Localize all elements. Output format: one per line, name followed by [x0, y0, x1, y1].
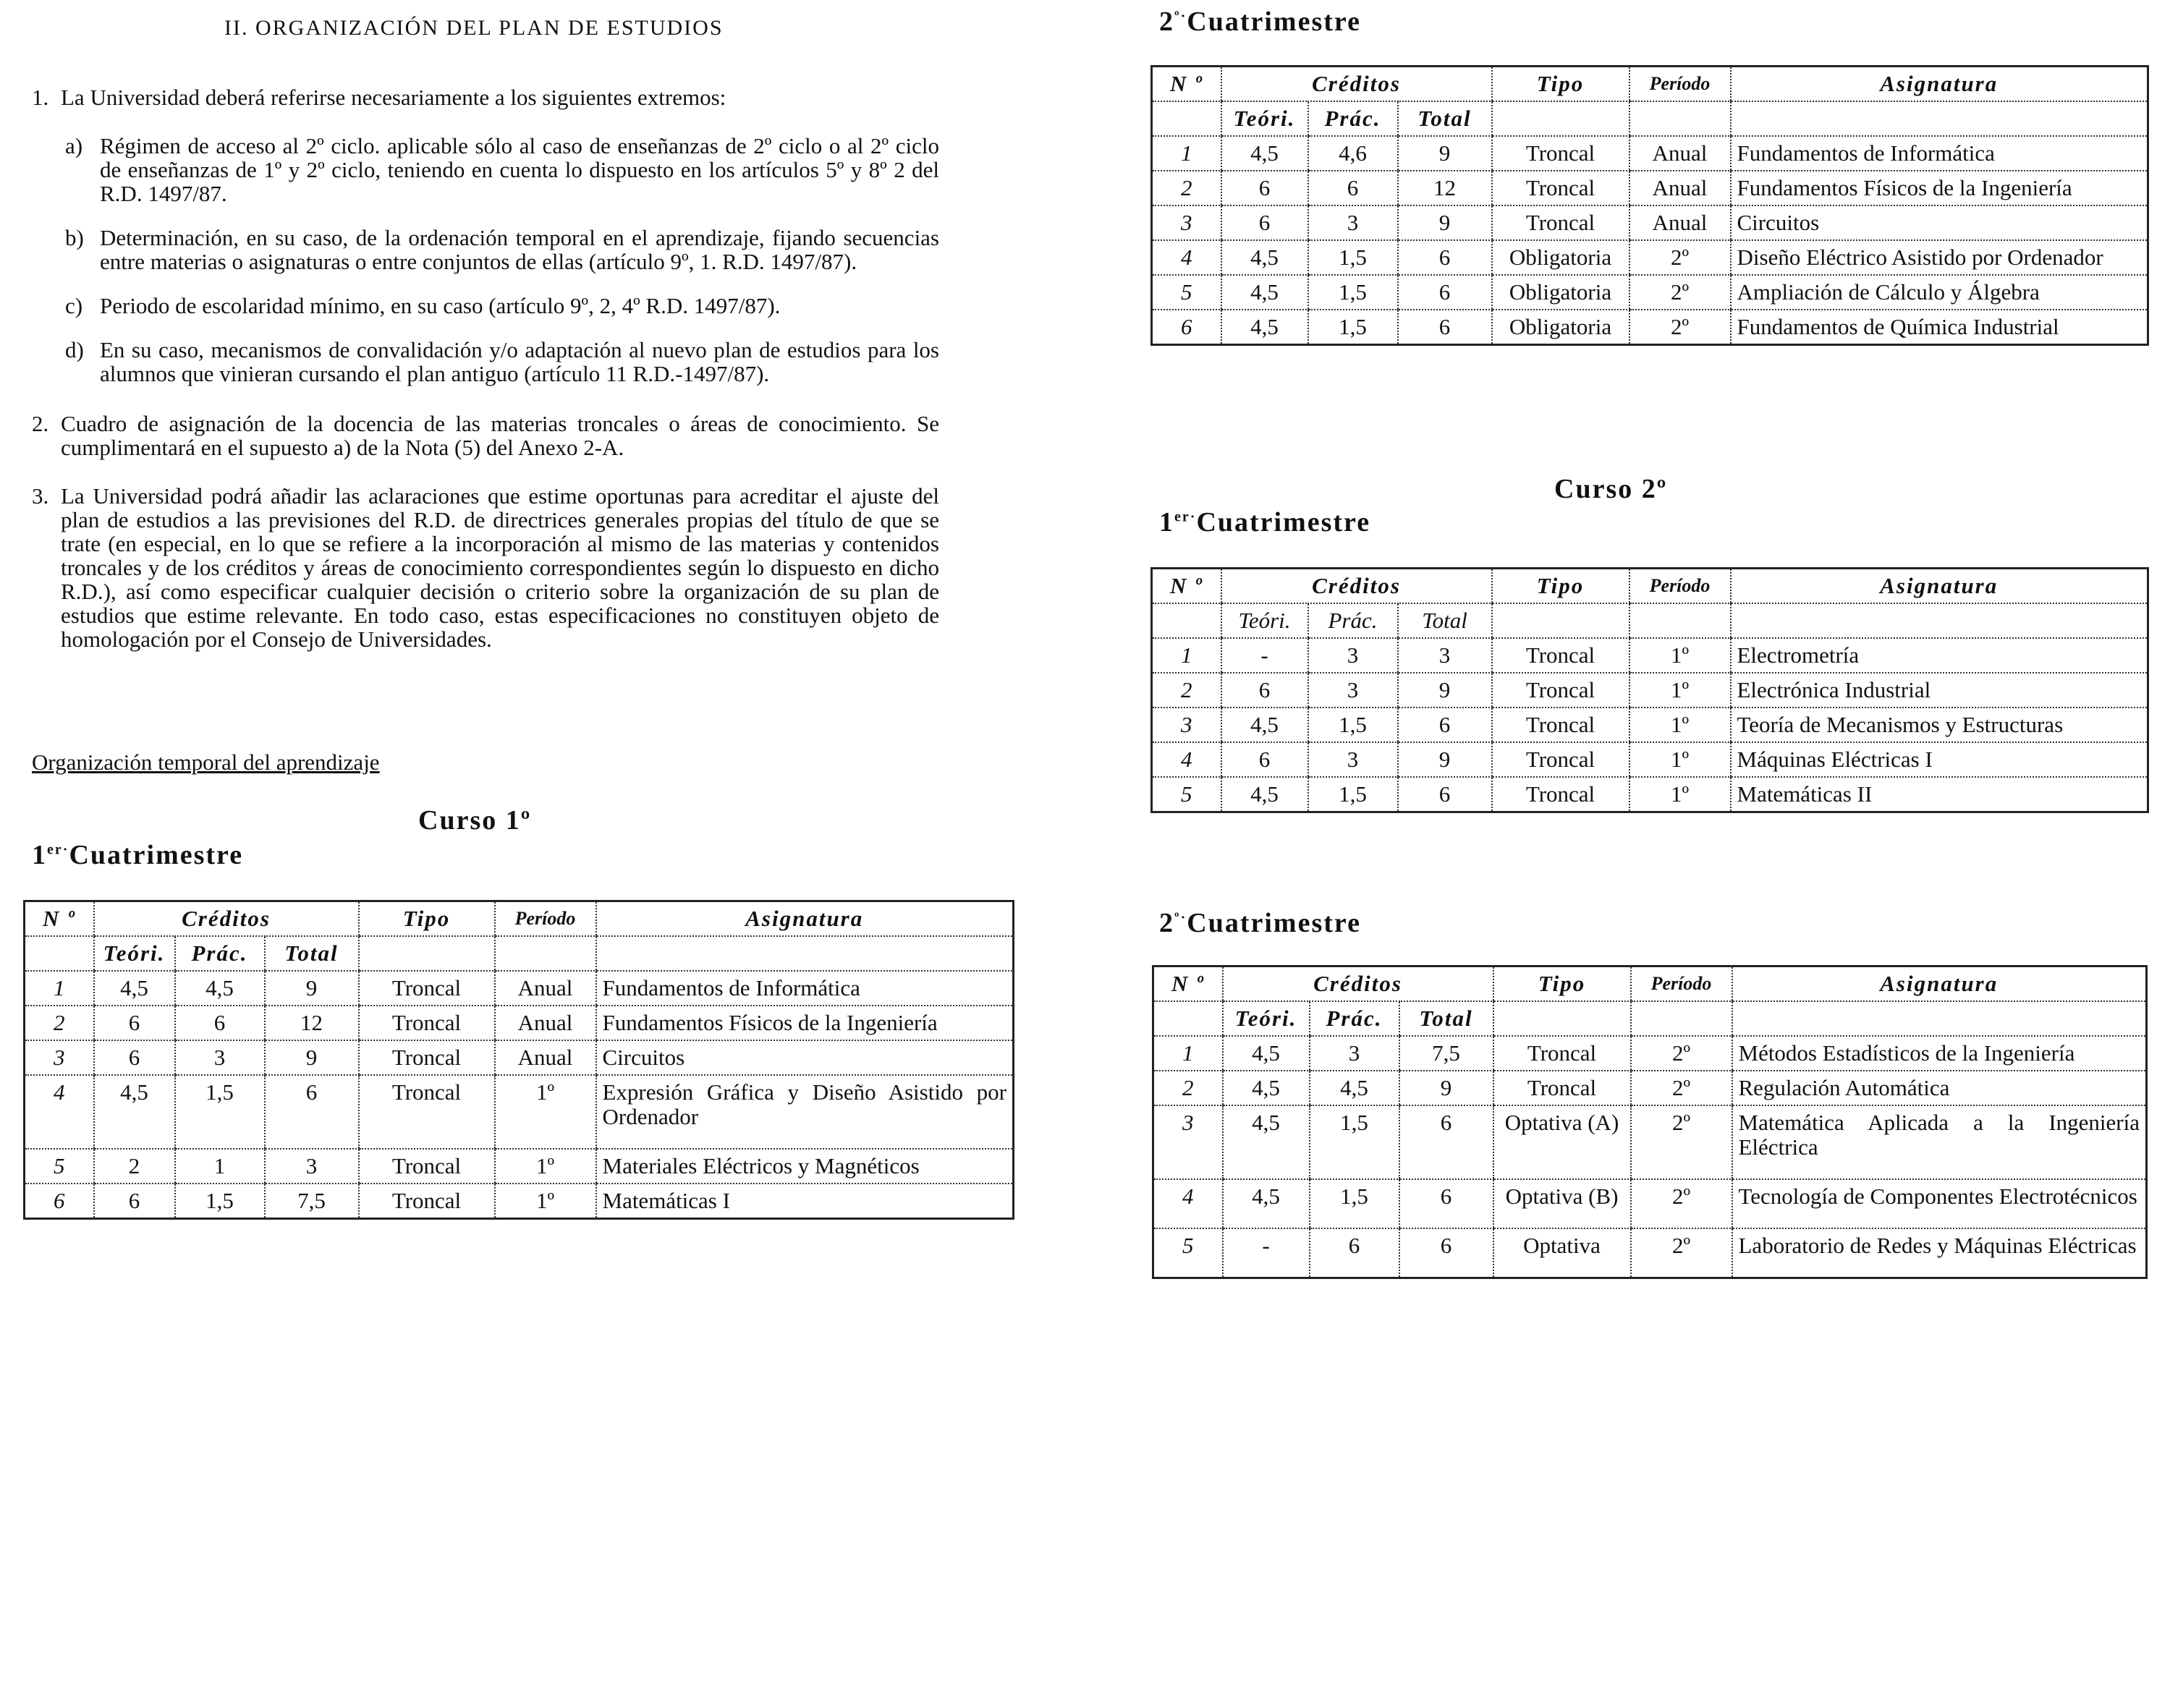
cell-n: 1	[1152, 136, 1221, 171]
header-blank	[1731, 101, 2148, 136]
cell-periodo: 2º	[1631, 1071, 1732, 1105]
cell-prac: 4,5	[175, 971, 265, 1006]
cell-teori: 4,5	[94, 1075, 175, 1149]
cell-asignatura: Teoría de Mecanismos y Estructuras	[1731, 708, 2148, 742]
cell-asignatura: Máquinas Eléctricas I	[1731, 742, 2148, 777]
header-asignatura: Asignatura	[596, 901, 1014, 937]
cuatri-label: Cuatrimestre	[69, 840, 244, 870]
cell-asignatura: Matemáticas I	[596, 1184, 1014, 1219]
cell-teori: 4,5	[1223, 1105, 1310, 1179]
sub-letter: a)	[65, 133, 83, 158]
cell-n: 3	[25, 1040, 94, 1075]
header-creditos: Créditos	[94, 901, 359, 937]
cell-tipo: Troncal	[359, 1075, 495, 1149]
cell-total: 3	[265, 1149, 359, 1184]
table-row	[25, 971, 1014, 1006]
cell-tipo: Troncal	[1492, 638, 1629, 673]
cell-teori: -	[1223, 1228, 1310, 1278]
cell-tipo: Troncal	[1492, 136, 1629, 171]
sub-items	[27, 134, 939, 386]
cell-periodo: 1º	[1629, 708, 1731, 742]
header-blank	[1152, 101, 1221, 136]
table-row	[25, 1149, 1014, 1184]
subheader-row	[1152, 101, 2148, 136]
sub-item-c	[27, 294, 939, 318]
sub-item-d	[27, 338, 939, 386]
cuatri-label: Cuatrimestre	[1187, 908, 1361, 938]
cell-total: 6	[1398, 275, 1492, 310]
cell-prac: 3	[1308, 742, 1398, 777]
cell-asignatura: Circuitos	[1731, 205, 2148, 240]
item-text: Cuadro de asignación de la docencia de las materias troncales o áreas de conocimiento. Se cumplimentará en el supuesto a) de la Nota (5) del Anexo 2-A.	[61, 411, 939, 460]
cell-prac: 4,6	[1308, 136, 1398, 171]
cell-prac: 3	[1310, 1036, 1399, 1071]
header-prac: Prác.	[1310, 1001, 1399, 1036]
cuatri-sup: º·	[1174, 8, 1187, 25]
table-row	[1153, 1071, 2147, 1105]
cell-total: 9	[1398, 673, 1492, 708]
cell-total: 6	[1398, 708, 1492, 742]
header-periodo: Período	[495, 901, 596, 937]
table-row	[1153, 1036, 2147, 1071]
table-row	[1152, 673, 2148, 708]
cell-tipo: Optativa (A)	[1493, 1105, 1631, 1179]
cell-n: 5	[1152, 777, 1221, 812]
cell-prac: 1	[175, 1149, 265, 1184]
header-prac: Prác.	[1308, 603, 1398, 638]
header-tipo: Tipo	[359, 901, 495, 937]
cell-n: 5	[1152, 275, 1221, 310]
cell-periodo: Anual	[1629, 136, 1731, 171]
cell-teori: 6	[1221, 171, 1308, 205]
cuatri-num: 1	[1159, 507, 1174, 538]
cell-n: 6	[25, 1184, 94, 1219]
cell-total: 7,5	[1399, 1036, 1493, 1071]
table-row	[1152, 742, 2148, 777]
header-blank	[1731, 603, 2148, 638]
cell-teori: 4,5	[1221, 310, 1308, 345]
table-row	[1152, 240, 2148, 275]
cell-teori: 6	[94, 1184, 175, 1219]
header-total: Total	[1399, 1001, 1493, 1036]
header-periodo: Período	[1629, 67, 1731, 102]
cell-prac: 3	[1308, 673, 1398, 708]
header-n: N º	[1153, 966, 1223, 1002]
cell-periodo: 2º	[1631, 1036, 1732, 1071]
cuatri-sup: er·	[47, 841, 69, 858]
header-blank	[25, 936, 94, 971]
cell-teori: 4,5	[1223, 1071, 1310, 1105]
subheader-row	[25, 936, 1014, 971]
table-row	[1152, 136, 2148, 171]
cell-teori: 4,5	[1221, 777, 1308, 812]
cuatri-num: 2	[1159, 7, 1174, 37]
cell-prac: 1,5	[1308, 777, 1398, 812]
cuatri-label: Cuatrimestre	[1196, 507, 1371, 538]
cell-total: 6	[1398, 777, 1492, 812]
item-number: 1.	[32, 85, 49, 110]
section-title: II. ORGANIZACIÓN DEL PLAN DE ESTUDIOS	[224, 16, 724, 40]
header-asignatura: Asignatura	[1731, 569, 2148, 604]
cell-prac: 6	[1310, 1228, 1399, 1278]
cell-periodo: Anual	[1629, 171, 1731, 205]
cell-periodo: 1º	[1629, 742, 1731, 777]
cell-tipo: Troncal	[1492, 742, 1629, 777]
curso1-title: Curso 1º	[418, 805, 532, 836]
cell-periodo: Anual	[495, 1040, 596, 1075]
cell-teori: 4,5	[1223, 1179, 1310, 1228]
table-row	[1152, 638, 2148, 673]
cuatri-num: 2	[1159, 908, 1174, 938]
cell-total: 7,5	[265, 1184, 359, 1219]
sub-item-a	[27, 134, 939, 205]
list-item-1	[27, 85, 939, 109]
table-row	[25, 1184, 1014, 1219]
table-row	[1152, 275, 2148, 310]
sub-text: Régimen de acceso al 2º ciclo. aplicable sólo al caso de enseñanzas de 2º ciclo o al 2º ciclo de enseñanzas de 1º y 2º ciclo, teniendo en cuenta lo dispuesto en los artículos 5º y 8º 2 del R.D. 1497/87.	[100, 133, 939, 206]
cell-total: 9	[265, 1040, 359, 1075]
header-teori: Teóri.	[1221, 101, 1308, 136]
header-creditos: Créditos	[1221, 569, 1492, 604]
sub-text: Determinación, en su caso, de la ordenación temporal en el aprendizaje, fijando secuencias entre materias o asignaturas o entre conjuntos de ellas (artículo 9º, 1. R.D. 1497/87).	[100, 225, 939, 274]
cell-total: 6	[1399, 1105, 1493, 1179]
header-n: N º	[1152, 569, 1221, 604]
header-blank	[1492, 603, 1629, 638]
header-tipo: Tipo	[1493, 966, 1631, 1002]
cell-total: 6	[1398, 310, 1492, 345]
cell-total: 9	[1399, 1071, 1493, 1105]
header-row	[1152, 569, 2148, 604]
header-periodo: Período	[1631, 966, 1732, 1002]
header-total: Total	[265, 936, 359, 971]
cell-asignatura: Fundamentos de Informática	[596, 971, 1014, 1006]
list-item-3	[27, 484, 939, 651]
sub-text: En su caso, mecanismos de convalidación y/o adaptación al nuevo plan de estudios para los alumnos que vinieran cursando el plan antiguo (artículo 11 R.D.-1497/87).	[100, 337, 939, 386]
cell-tipo: Obligatoria	[1492, 240, 1629, 275]
cell-teori: -	[1221, 638, 1308, 673]
cell-n: 4	[1153, 1179, 1223, 1228]
cell-total: 12	[265, 1006, 359, 1040]
cell-periodo: 2º	[1629, 240, 1731, 275]
sub-letter: b)	[65, 225, 84, 250]
cell-asignatura: Fundamentos de Química Industrial	[1731, 310, 2148, 345]
org-heading: Organización temporal del aprendizaje	[32, 749, 380, 775]
cell-teori: 6	[94, 1006, 175, 1040]
cell-prac: 6	[175, 1006, 265, 1040]
header-blank	[1493, 1001, 1631, 1036]
header-asignatura: Asignatura	[1731, 67, 2148, 102]
table-row	[25, 1006, 1014, 1040]
cell-prac: 4,5	[1310, 1071, 1399, 1105]
sub-letter: c)	[65, 293, 83, 318]
header-teori: Teóri.	[1221, 603, 1308, 638]
cell-n: 1	[1152, 638, 1221, 673]
cell-total: 6	[1399, 1179, 1493, 1228]
item-number: 3.	[32, 483, 49, 509]
header-periodo: Período	[1629, 569, 1731, 604]
cell-periodo: 1º	[495, 1149, 596, 1184]
cell-total: 6	[1399, 1228, 1493, 1278]
cell-tipo: Troncal	[1492, 673, 1629, 708]
cell-total: 9	[265, 971, 359, 1006]
curso2-c1-heading	[1159, 506, 1370, 538]
table-row	[1152, 777, 2148, 812]
cell-periodo: Anual	[495, 971, 596, 1006]
cell-n: 4	[1152, 742, 1221, 777]
header-n: N º	[1152, 67, 1221, 102]
cell-periodo: 1º	[1629, 673, 1731, 708]
table-row	[1153, 1105, 2147, 1179]
cell-prac: 1,5	[1310, 1105, 1399, 1179]
cell-prac: 1,5	[1308, 275, 1398, 310]
header-creditos: Créditos	[1223, 966, 1493, 1002]
header-n: N º	[25, 901, 94, 937]
item-number: 2.	[32, 411, 49, 436]
header-blank	[596, 936, 1014, 971]
cell-prac: 6	[1308, 171, 1398, 205]
cuatri-num: 1	[32, 840, 47, 870]
cell-tipo: Troncal	[1492, 205, 1629, 240]
cell-tipo: Troncal	[1493, 1036, 1631, 1071]
table-row	[1152, 171, 2148, 205]
cell-prac: 1,5	[1308, 240, 1398, 275]
table-row	[1153, 1179, 2147, 1228]
subheader-row	[1153, 1001, 2147, 1036]
header-blank	[1631, 1001, 1732, 1036]
cell-periodo: 1º	[1629, 638, 1731, 673]
list-item-2	[27, 412, 939, 459]
cell-prac: 1,5	[175, 1184, 265, 1219]
cell-n: 5	[1153, 1228, 1223, 1278]
cell-teori: 4,5	[1221, 240, 1308, 275]
cell-tipo: Troncal	[1492, 777, 1629, 812]
table-row	[25, 1075, 1014, 1149]
header-blank	[359, 936, 495, 971]
cell-asignatura: Electrometría	[1731, 638, 2148, 673]
header-tipo: Tipo	[1492, 569, 1629, 604]
cell-tipo: Troncal	[359, 1006, 495, 1040]
table-curso2-cuatri1	[1150, 567, 2149, 813]
cell-teori: 4,5	[1221, 708, 1308, 742]
cell-n: 6	[1152, 310, 1221, 345]
cell-tipo: Troncal	[1492, 708, 1629, 742]
cell-asignatura: Laboratorio de Redes y Máquinas Eléctricas	[1732, 1228, 2147, 1278]
cell-periodo: 2º	[1631, 1179, 1732, 1228]
header-teori: Teóri.	[94, 936, 175, 971]
table-row	[1153, 1228, 2147, 1278]
cell-teori: 6	[1221, 742, 1308, 777]
sub-item-b	[27, 226, 939, 273]
cell-periodo: 2º	[1629, 310, 1731, 345]
cell-n: 2	[1152, 673, 1221, 708]
cell-prac: 1,5	[1308, 310, 1398, 345]
item-text: La Universidad deberá referirse necesariamente a los siguientes extremos:	[61, 85, 726, 110]
cell-n: 2	[1153, 1071, 1223, 1105]
curso2-title: Curso 2º	[1554, 474, 1668, 504]
item-text: La Universidad podrá añadir las aclaraciones que estime oportunas para acreditar el ajuste del plan de estudios a las previsiones del R.D. de directrices generales propias del título de que se trate (en especial, en lo que se refiere a la incorporación al mismo de las materias y contenidos troncales y de los créditos y áreas de conocimiento correspondientes según lo dispuesto en dicho R.D.), así como especificar cualquier decisión o criterio sobre la organización de su plan de estudios que estime relevante. En todo caso, estas especificaciones no constituyen objeto de homologación por el Consejo de Universidades.	[61, 483, 939, 652]
subheader-row	[1152, 603, 2148, 638]
cell-n: 5	[25, 1149, 94, 1184]
header-blank	[1492, 101, 1629, 136]
cell-tipo: Obligatoria	[1492, 275, 1629, 310]
cell-asignatura: Métodos Estadísticos de la Ingeniería	[1732, 1036, 2147, 1071]
header-blank	[1152, 603, 1221, 638]
cell-teori: 2	[94, 1149, 175, 1184]
cell-asignatura: Tecnología de Componentes Electrotécnicos	[1732, 1179, 2147, 1228]
header-row	[1153, 966, 2147, 1002]
cuatri-sup: º·	[1174, 909, 1187, 926]
table-row	[25, 1040, 1014, 1075]
cell-tipo: Optativa (B)	[1493, 1179, 1631, 1228]
cell-n: 3	[1153, 1105, 1223, 1179]
cell-total: 6	[265, 1075, 359, 1149]
header-prac: Prác.	[1308, 101, 1398, 136]
cell-asignatura: Diseño Eléctrico Asistido por Ordenador	[1731, 240, 2148, 275]
cell-periodo: 1º	[495, 1184, 596, 1219]
sub-text: Periodo de escolaridad mínimo, en su caso (artículo 9º, 2, 4º R.D. 1497/87).	[100, 293, 781, 318]
cell-teori: 6	[1221, 673, 1308, 708]
cell-asignatura: Materiales Eléctricos y Magnéticos	[596, 1149, 1014, 1184]
cell-total: 6	[1398, 240, 1492, 275]
cell-tipo: Troncal	[359, 1184, 495, 1219]
header-blank	[1629, 603, 1731, 638]
cell-n: 3	[1152, 708, 1221, 742]
header-blank	[1629, 101, 1731, 136]
cell-teori: 4,5	[94, 971, 175, 1006]
cell-total: 3	[1398, 638, 1492, 673]
cell-total: 9	[1398, 136, 1492, 171]
header-blank	[1732, 1001, 2147, 1036]
cell-prac: 3	[175, 1040, 265, 1075]
cell-n: 1	[1153, 1036, 1223, 1071]
cell-periodo: 2º	[1631, 1228, 1732, 1278]
table-row	[1152, 708, 2148, 742]
cell-asignatura: Ampliación de Cálculo y Álgebra	[1731, 275, 2148, 310]
cell-teori: 4,5	[1221, 275, 1308, 310]
header-prac: Prác.	[175, 936, 265, 971]
cell-periodo: 2º	[1629, 275, 1731, 310]
table-row	[1152, 205, 2148, 240]
table-curso1-cuatri1	[23, 900, 1014, 1220]
cell-asignatura: Matemáticas II	[1731, 777, 2148, 812]
cell-teori: 6	[94, 1040, 175, 1075]
header-total: Total	[1398, 603, 1492, 638]
cuatri-sup: er·	[1174, 509, 1197, 525]
cell-teori: 6	[1221, 205, 1308, 240]
header-asignatura: Asignatura	[1732, 966, 2147, 1002]
cell-periodo: 1º	[1629, 777, 1731, 812]
cell-tipo: Troncal	[1492, 171, 1629, 205]
sub-letter: d)	[65, 337, 84, 362]
cell-asignatura: Expresión Gráfica y Diseño Asistido por Ordenador	[596, 1075, 1014, 1149]
header-total: Total	[1398, 101, 1492, 136]
cell-tipo: Troncal	[359, 971, 495, 1006]
curso1-c2-heading	[1159, 6, 1361, 38]
cell-periodo: Anual	[1629, 205, 1731, 240]
cell-prac: 1,5	[175, 1075, 265, 1149]
cell-total: 12	[1398, 171, 1492, 205]
cell-asignatura: Regulación Automática	[1732, 1071, 2147, 1105]
header-blank	[495, 936, 596, 971]
cell-tipo: Obligatoria	[1492, 310, 1629, 345]
cell-periodo: 1º	[495, 1075, 596, 1149]
cell-tipo: Troncal	[1493, 1071, 1631, 1105]
cell-n: 4	[25, 1075, 94, 1149]
cell-tipo: Troncal	[359, 1149, 495, 1184]
cell-asignatura: Matemática Aplicada a la Ingeniería Eléctrica	[1732, 1105, 2147, 1179]
cell-teori: 4,5	[1223, 1036, 1310, 1071]
header-row	[1152, 67, 2148, 102]
header-creditos: Créditos	[1221, 67, 1492, 102]
cell-prac: 1,5	[1310, 1179, 1399, 1228]
cell-prac: 3	[1308, 638, 1398, 673]
table-row	[1152, 310, 2148, 345]
cell-prac: 1,5	[1308, 708, 1398, 742]
cell-n: 4	[1152, 240, 1221, 275]
cell-tipo: Optativa	[1493, 1228, 1631, 1278]
header-tipo: Tipo	[1492, 67, 1629, 102]
table-curso1-cuatri2	[1150, 65, 2149, 346]
cell-asignatura: Electrónica Industrial	[1731, 673, 2148, 708]
header-row	[25, 901, 1014, 937]
cell-asignatura: Fundamentos Físicos de la Ingeniería	[596, 1006, 1014, 1040]
cuatri-label: Cuatrimestre	[1187, 7, 1361, 37]
cell-total: 9	[1398, 205, 1492, 240]
curso1-c1-heading	[32, 839, 243, 871]
cell-n: 1	[25, 971, 94, 1006]
cell-asignatura: Circuitos	[596, 1040, 1014, 1075]
cell-n: 3	[1152, 205, 1221, 240]
instructions-list	[27, 85, 939, 676]
curso2-c2-heading	[1159, 907, 1361, 939]
cell-asignatura: Fundamentos de Informática	[1731, 136, 2148, 171]
cell-periodo: Anual	[495, 1006, 596, 1040]
cell-teori: 4,5	[1221, 136, 1308, 171]
header-teori: Teóri.	[1223, 1001, 1310, 1036]
table-curso2-cuatri2	[1152, 965, 2148, 1279]
cell-asignatura: Fundamentos Físicos de la Ingeniería	[1731, 171, 2148, 205]
cell-prac: 3	[1308, 205, 1398, 240]
cell-n: 2	[25, 1006, 94, 1040]
cell-n: 2	[1152, 171, 1221, 205]
cell-periodo: 2º	[1631, 1105, 1732, 1179]
cell-tipo: Troncal	[359, 1040, 495, 1075]
header-blank	[1153, 1001, 1223, 1036]
cell-total: 9	[1398, 742, 1492, 777]
